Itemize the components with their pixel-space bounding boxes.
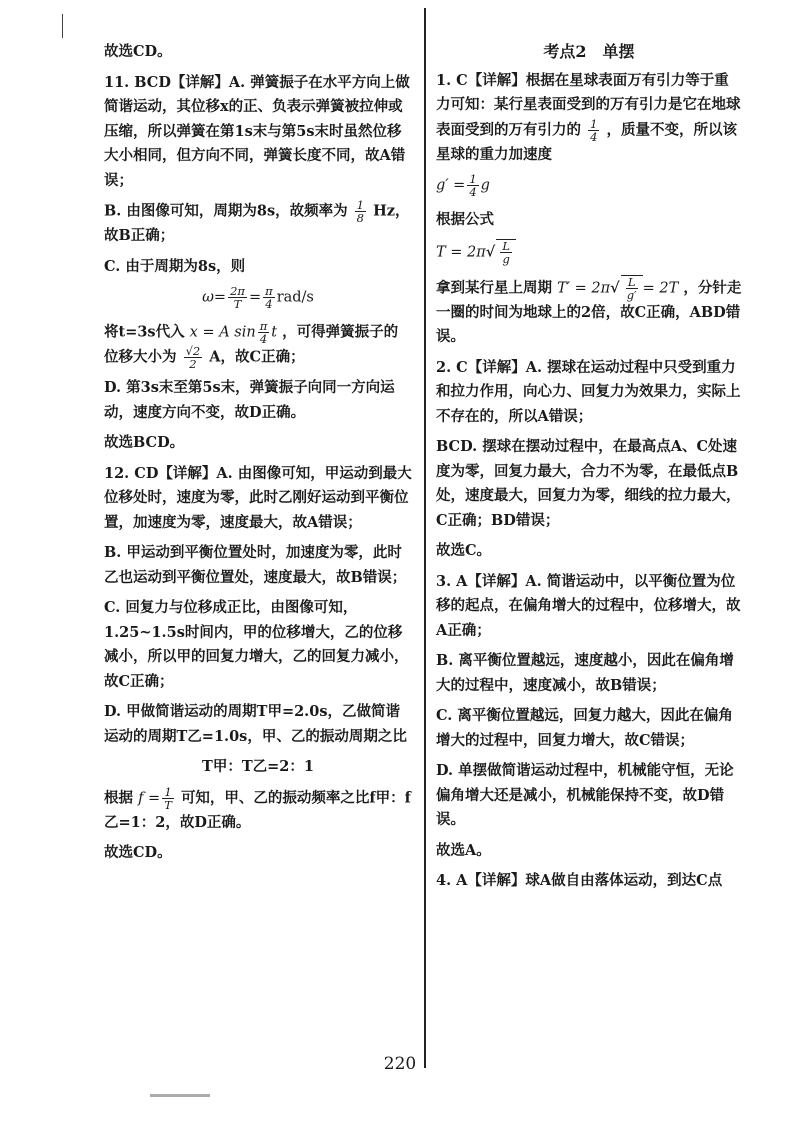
fraction-one-quarter: $\frac{1}{4}$: [590, 116, 598, 144]
answer-2-end: 故选C。: [436, 542, 492, 559]
answer-12-end: 故选CD。: [104, 844, 172, 861]
answer-1-formula-label: 根据公式: [436, 211, 494, 228]
answer-3-d: D. 单摆做简谐运动过程中，机械能守恒，无论偏角增大还是减小，机械能保持不变，故D错误。: [436, 762, 734, 828]
answer-11-end: 故选BCD。: [104, 434, 185, 451]
fraction-root2-over-2: $\frac{√2}{2}$: [185, 344, 201, 371]
answer-11-d: D. 第3s末至第5s末，弹簧振子向同一方向运动，速度方向不变，故D正确。: [104, 379, 395, 421]
answer-12-a: 12. CD【详解】A. 由图像可知，甲运动到最大位移处时，速度为零，此时乙刚好运动到平衡位置，加速度为零，速度最大，故A错误；: [104, 464, 412, 531]
page-number: 220: [383, 1054, 417, 1074]
period-ratio: T甲：T乙=2：1: [202, 758, 314, 775]
answer-3-a: 3. A【详解】A. 简谐运动中，以平衡位置为位移的起点，在偏角增大的过程中，位移增大，故A正确；: [436, 572, 741, 639]
displacement-equation: x = A sin: [189, 324, 256, 341]
answer-3-b: B. 离平衡位置越远，速度越小，因此在偏角增大的过程中，速度减小，故B错误；: [436, 652, 734, 694]
period-formula: T = 2π√ $\frac{L}{g}$: [436, 239, 742, 265]
scan-mark: [62, 14, 63, 38]
omega-equation: ω= $\frac{2\pi}{T}$ = $\frac{\pi}{4}$ rad/s: [202, 284, 314, 311]
fraction-one-eighth: $\frac{1}{8}$: [356, 198, 364, 225]
answer-11-c-2: 将t=3s代入 x = A sin $\frac{\pi}{4}$ t ，可得弹簧振子的位移大小为 $\frac{√2}{2}$ A，故C正确；: [104, 319, 399, 371]
gravity-equation: g′ = $\frac{1}{4}$ g: [436, 172, 490, 199]
answer-3-end: 故选A。: [436, 841, 491, 859]
answer-4: 4. A【详解】球A做自由落体运动，到达C点: [436, 872, 723, 889]
answer-1: 1. C【详解】根据在星球表面万有引力等于重力可知：某行星表面受到的万有引力是它在地球表面受到的万有引力的 $\frac{1}{4}$ ，质量不变，所以该星球的重力加速度: [436, 71, 741, 163]
answer-2-bcd: BCD. 摆球在摆动过程中，在最高点A、C处速度为零，回复力最大，合力不为零，在最低点B处，速度最大，回复力为零，细线的拉力最大，C正确；BD错误；: [436, 438, 741, 529]
answer-11-a: 11. BCD【详解】A. 弹簧振子在水平方向上做简谐运动，其位移x的正、负表示弹簧被拉伸或压缩，所以弹簧在第1s末与第5s末时虽然位移大小相同，但方向不同，弹簧长度不同，故A错误；: [104, 73, 410, 189]
right-column: [436, 40, 742, 900]
answer-11-b: B. 由图像可知，周期为8s，故频率为 $\frac{1}{8}$ Hz，故B正确；: [104, 198, 410, 244]
answer-12-b: B. 甲运动到平衡位置处时，加速度为零，此时乙也运动到平衡位置处，速度最大，故B错误；: [104, 544, 407, 586]
left-column: [104, 40, 412, 872]
scan-mark: [150, 1094, 210, 1097]
paragraph: 故选CD。: [104, 43, 172, 60]
answer-12-d: D. 甲做简谐运动的周期T甲=2.0s，乙做简谐运动的周期T乙=1.0s，甲、乙的振动周期之比: [104, 703, 407, 745]
answer-1-conclusion: 拿到某行星上周期 T′ = 2π√ $\frac{L}{g'}$ = 2T ，分针走一圈的时间为地球上的2倍，故C正确，ABD错误。: [436, 274, 742, 345]
answer-2-a: 2. C【详解】A. 摆球在运动过程中只受到重力和拉力作用，向心力、回复力为效果力，实际上不存在的，所以A错误；: [436, 358, 741, 425]
new-period-equation: T′ = 2π: [557, 280, 611, 296]
answer-12-c: C. 回复力与位移成正比，由图像可知，1.25~1.5s时间内，甲的位移增大，乙的位移减小，所以甲的回复力增大，乙的回复力减小，故C正确；: [104, 599, 409, 690]
answer-12-d-2: 根据 f = $\frac{1}{T}$ 可知，甲、乙的振动频率之比f甲：f乙=1：2，故D正确。: [104, 784, 411, 831]
section-title: 考点2 单摆: [543, 42, 635, 61]
answer-3-c: C. 离平衡位置越远，回复力越大，因此在偏角增大的过程中，回复力增大，故C错误；: [436, 707, 733, 749]
frequency-equation: f =: [138, 790, 161, 806]
answer-11-c: C. 由于周期为8s，则: [104, 257, 246, 275]
column-divider: [424, 8, 426, 1068]
